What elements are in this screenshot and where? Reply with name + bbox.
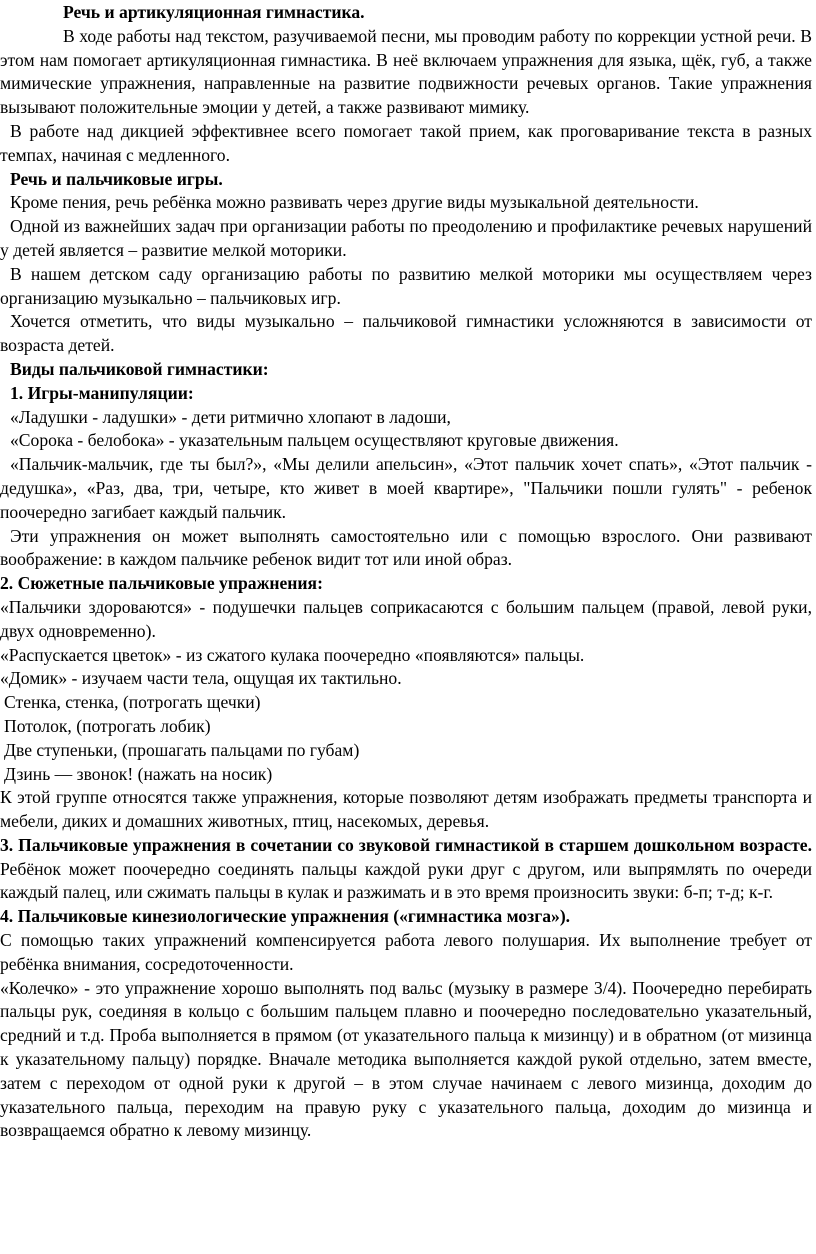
paragraph-kindergarten: В нашем детском саду организацию работы по развитию мелкой моторики мы осуществляем через организацию музыкально – пальчиковых игр. xyxy=(0,263,812,308)
heading-manipulation-games: 1. Игры-манипуляции: xyxy=(10,382,194,403)
heading-sound-gymnastics: 3. Пальчиковые упражнения в сочетании со звуковой гимнастикой в старшем дошкольном возрасте. xyxy=(0,834,812,855)
paragraph-ring-exercise: «Колечко» - это упражнение хорошо выполнять под вальс (музыку в размере 3/4). Поочередно перебирать пальцы рук, соединяя в кольцо с большим пальцем плавно и поочередно последовательно указательный, средний и т.д. Проба выполняется в прямом (от указательного пальца к мизинцу) и в обратном (от мизинца к указательному пальцу) порядке. Вначале методика выполняется каждой рукой отдельно, затем вместе, затем с переходом от одной руки к другой – в этом случае начинаем с левого мизинца, доходим до указательного пальца, переходим на правую руку с указательного пальца, доходим до мизинца и возвращаемся обратно к левому мизинцу. xyxy=(0,977,812,1141)
list-item: «Сорока - белобока» - указательным пальцем осуществляют круговые движения. xyxy=(10,430,619,451)
rhyme-line: Потолок, (потрогать лобик) xyxy=(4,715,211,736)
paragraph-other-activities: Кроме пения, речь ребёнка можно развивать через другие виды музыкальной деятельности. xyxy=(10,192,699,213)
list-item: «Пальчики здороваются» - подушечки пальцев соприкасаются с большим пальцем (правой, левой руки, двух одновременно). xyxy=(0,596,812,641)
list-item: «Ладушки - ладушки» - дети ритмично хлопают в ладоши, xyxy=(10,406,451,427)
paragraph-imagination: Эти упражнения он может выполнять самостоятельно или с помощью взрослого. Они развивают воображение: в каждом пальчике ребенок видит тот или иной образ. xyxy=(0,525,812,570)
rhyme-line: Дзинь — звонок! (нажать на носик) xyxy=(4,763,273,784)
paragraph-diction: В работе над дикцией эффективнее всего помогает такой прием, как проговаривание текста в разных темпах, начиная с медленного. xyxy=(0,120,812,165)
heading-speech-finger-games: Речь и пальчиковые игры. xyxy=(10,168,223,189)
paragraph-fine-motor: Одной из важнейших задач при организации работы по преодолению и профилактике речевых нарушений у детей является – развитие мелкой моторики. xyxy=(0,216,812,260)
heading-story-exercises: 2. Сюжетные пальчиковые упражнения: xyxy=(0,573,323,594)
paragraph-age-complexity: Хочется отметить, что виды музыкально – пальчиковой гимнастики усложняются в зависимости от возраста детей. xyxy=(0,311,812,356)
sound-gymnastics-text: Ребёнок может поочередно соединять пальцы каждой руки друг с другом, или выпрямлять по очереди каждый палец, или сжимать пальцы в кулак и разжимать и в это время произносить звуки: б-п; т-д; к-г. xyxy=(0,858,812,903)
rhyme-line: Две ступеньки, (прошагать пальцами по губам) xyxy=(4,739,360,760)
paragraph-transport-furniture: К этой группе относятся также упражнения, которые позволяют детям изображать предметы транспорта и мебели, диких и домашних животных, птиц, насекомых, деревья. xyxy=(0,787,812,832)
list-item: «Распускается цветок» - из сжатого кулака поочередно «появляются» пальцы. xyxy=(0,644,585,665)
paragraph-sound-gymnastics xyxy=(0,834,812,905)
list-item: «Домик» - изучаем части тела, ощущая их тактильно. xyxy=(0,668,402,689)
heading-speech-articulation: Речь и артикуляционная гимнастика. xyxy=(63,2,365,22)
list-item: «Пальчик-мальчик, где ты был?», «Мы делили апельсин», «Этот пальчик хочет спать», «Этот пальчик - дедушка», «Раз, два, три, четыре, кто живет в моей квартире», "Пальчики пошли гулять" - ребенок поочередно загибает каждый пальчик. xyxy=(0,454,812,522)
heading-gymnastics-types: Виды пальчиковой гимнастики: xyxy=(10,358,269,379)
paragraph-articulation: В ходе работы над текстом, разучиваемой песни, мы проводим работу по коррекции устной речи. В этом нам помогает артикуляционная гимнастика. В неё включаем упражнения для языка, щёк, губ, а также мимические упражнения, направленные на развитие подвижности речевых органов. Такие упражнения вызывают положительные эмоции у детей, а также развивают мимику. xyxy=(0,25,812,118)
rhyme-line: Стенка, стенка, (потрогать щечки) xyxy=(4,692,261,713)
heading-kinesiology: 4. Пальчиковые кинезиологические упражнения («гимнастика мозга»). xyxy=(0,906,571,927)
paragraph-left-hemisphere: С помощью таких упражнений компенсируется работа левого полушария. Их выполнение требует от ребёнка внимания, сосредоточенности. xyxy=(0,930,812,974)
